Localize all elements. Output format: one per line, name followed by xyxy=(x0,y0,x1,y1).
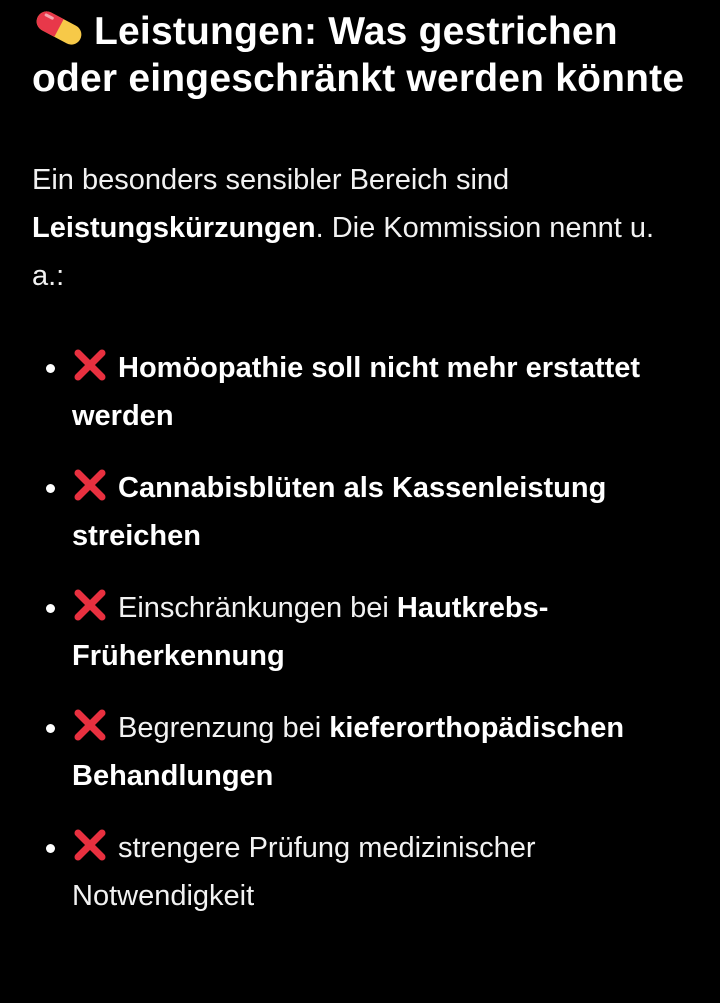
list-item xyxy=(32,344,692,440)
cuts-list xyxy=(32,344,692,920)
cross-mark-icon xyxy=(72,347,108,383)
bullet-dot xyxy=(46,724,55,733)
bullet-dot xyxy=(46,484,55,493)
item-plain-before: Begrenzung bei xyxy=(118,712,330,744)
article-section xyxy=(32,8,692,944)
list-item xyxy=(32,704,692,800)
cross-mark-icon xyxy=(72,707,108,743)
cross-mark-icon xyxy=(72,587,108,623)
item-plain-before: strengere Prüfung medizinischer Notwendigkeit xyxy=(72,832,536,912)
intro-paragraph xyxy=(32,156,692,300)
bullet-dot xyxy=(46,364,55,373)
item-bold: Homöopathie soll nicht mehr erstattet werden xyxy=(72,352,641,432)
item-bold: kieferorthopädischen Behandlungen xyxy=(72,712,625,792)
intro-text-bold: Leistungskürzungen xyxy=(32,212,316,244)
cross-mark-icon xyxy=(72,827,108,863)
list-item xyxy=(32,824,692,920)
section-heading xyxy=(32,8,692,102)
list-item xyxy=(32,584,692,680)
intro-text-end: . Die Kommission nennt u. a.: xyxy=(32,212,655,292)
item-plain-before: Einschränkungen bei xyxy=(118,592,397,624)
list-item xyxy=(32,464,692,560)
pill-icon xyxy=(32,8,86,48)
section-title: Leistungen: Was gestrichen oder eingeschränkt werden könnte xyxy=(32,10,685,100)
bullet-dot xyxy=(46,844,55,853)
item-bold: Hautkrebs-Früherkennung xyxy=(72,592,549,672)
cross-mark-icon xyxy=(72,467,108,503)
item-bold: Cannabisblüten als Kassenleistung streichen xyxy=(72,472,607,552)
bullet-dot xyxy=(46,604,55,613)
intro-text-start: Ein besonders sensibler Bereich sind xyxy=(32,164,510,196)
